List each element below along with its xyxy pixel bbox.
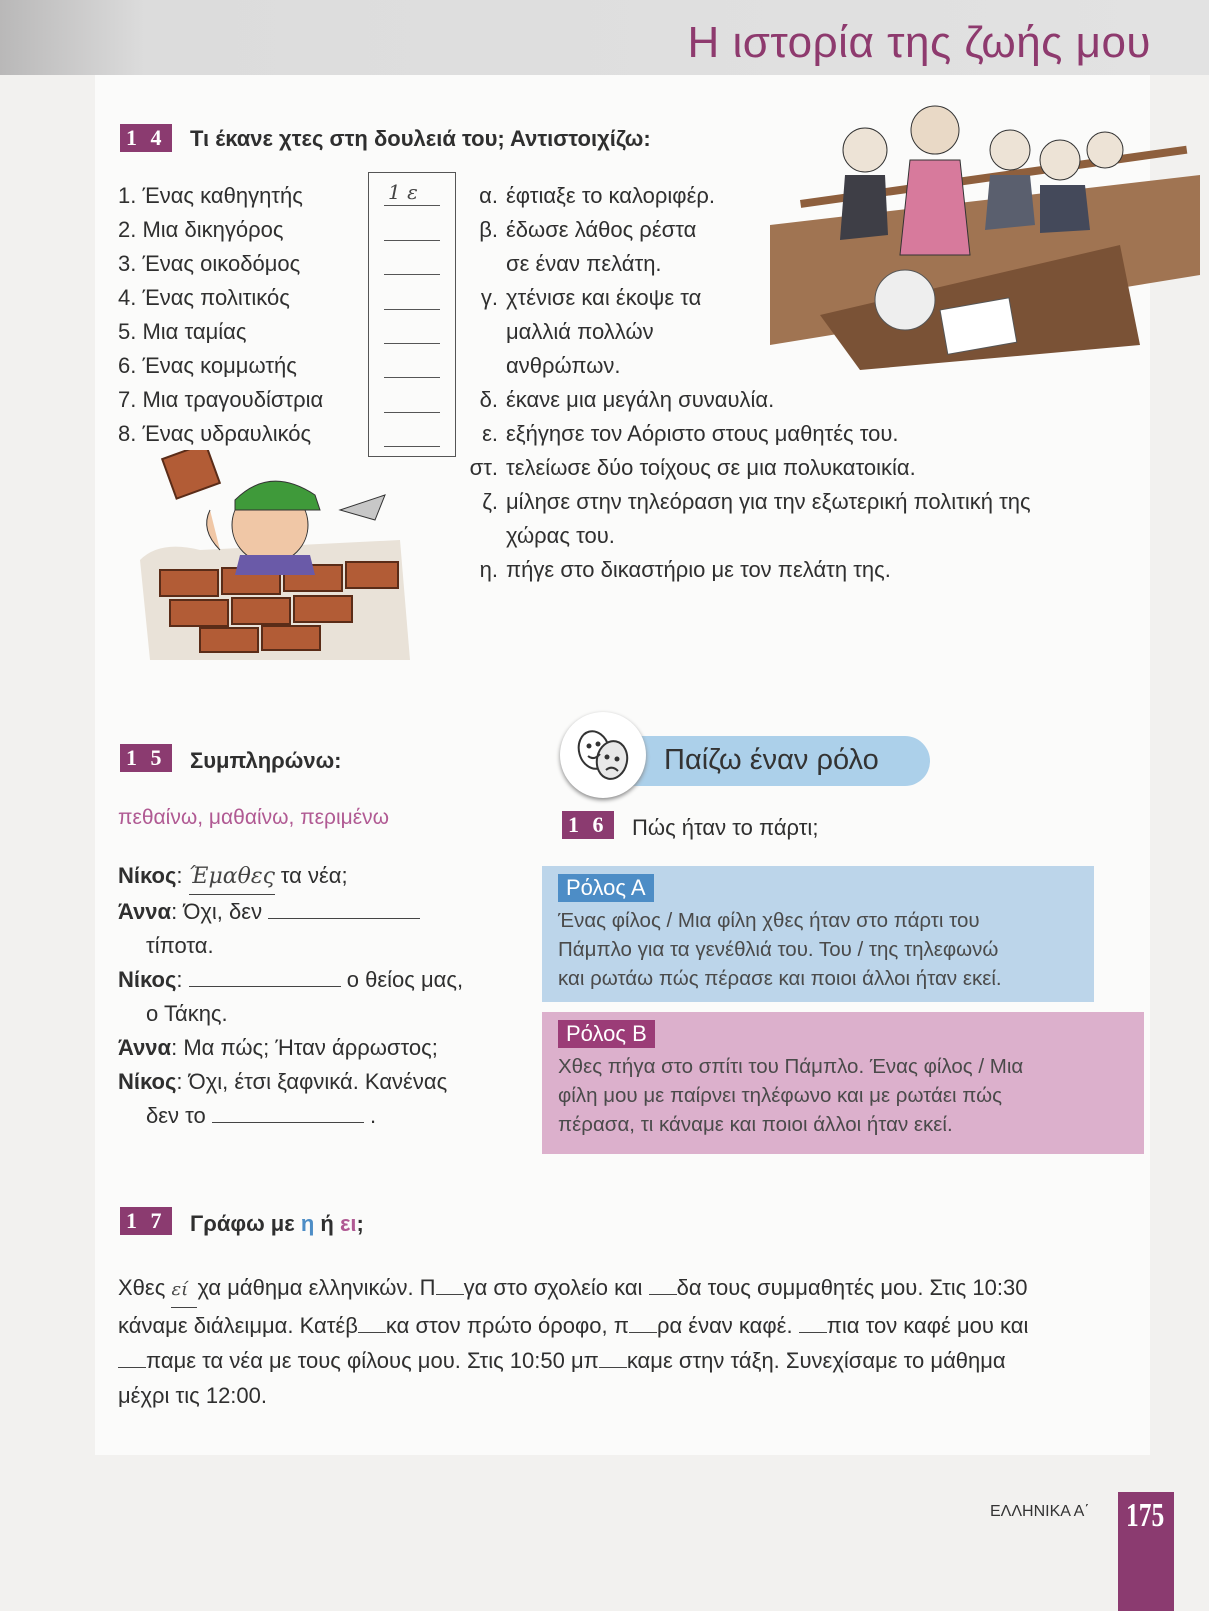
- dialogue-line: Νίκος: Έμαθες τα νέα;: [118, 859, 463, 895]
- courtroom-illustration: [760, 105, 1209, 370]
- exercise-14-badge: 1 4: [120, 124, 172, 152]
- role-b-card: [542, 1012, 1144, 1154]
- role-b-text: Χθες πήγα στο σπίτι του Πάμπλο. Ένας φίλος / Μια φίλη μου με παίρνει τηλέφωνο και με ρωτάει πώς πέρασα, τι κάναμε και ποιοι άλλοι ήταν εκεί.: [558, 1055, 1024, 1136]
- theatre-masks-icon: [560, 712, 646, 798]
- fill-blank[interactable]: [799, 1312, 827, 1333]
- list-item: σε έναν πελάτη.: [506, 251, 662, 276]
- list-item: στ. τελείωσε δύο τοίχους σε μια πολυκατοικία.: [469, 455, 916, 480]
- list-item: χώρας του.: [506, 523, 615, 548]
- exercise-16-badge: 1 6: [562, 811, 614, 839]
- list-item: μαλλιά πολλών: [506, 319, 654, 344]
- dialogue-line: Άννα: Όχι, δεν: [118, 895, 463, 929]
- answer-line[interactable]: [384, 412, 440, 413]
- exercise-15-badge: 1 5: [120, 744, 172, 772]
- dialogue-line: Άννα: Μα πώς; Ήταν άρρωστος;: [118, 1035, 438, 1060]
- people-list: [118, 179, 323, 451]
- fill-blank[interactable]: [629, 1312, 657, 1333]
- fill-blank[interactable]: [189, 964, 341, 987]
- exercise-14-title: Τι έκανε χτες στη δουλειά του; Αντιστοιχίζω:: [190, 126, 651, 151]
- dialogue-line: δεν το .: [118, 1099, 463, 1133]
- list-item: 4. Ένας πολιτικός: [118, 285, 290, 310]
- role-play-title: Παίζω έναν ρόλο: [664, 744, 879, 776]
- ex17-paragraph: [118, 1270, 1128, 1413]
- page-number: 175: [1126, 1497, 1165, 1534]
- fill-blank[interactable]: [649, 1274, 677, 1295]
- paragraph-line: κάναμε διάλειμμα. Κατέβ κα στον πρώτο όροφο, π ρα έναν καφέ. πια τον καφέ μου και: [118, 1313, 1029, 1338]
- list-item: 6. Ένας κομμωτής: [118, 353, 297, 378]
- list-item: 1. Ένας καθηγητής: [118, 183, 303, 208]
- filled-answer: Έμαθες: [189, 860, 275, 895]
- word-bank: πεθαίνω, μαθαίνω, περιμένω: [118, 806, 390, 829]
- list-item: ανθρώπων.: [506, 353, 621, 378]
- filled-answer: εί: [171, 1272, 197, 1308]
- dialogue-line: Νίκος: Όχι, έτσι ξαφνικά. Κανένας: [118, 1069, 448, 1094]
- dialogue-line: τίποτα.: [146, 933, 214, 958]
- answer-line[interactable]: [384, 377, 440, 378]
- fill-blank[interactable]: [268, 896, 420, 919]
- fill-blank[interactable]: [436, 1274, 464, 1295]
- fill-blank[interactable]: [599, 1347, 627, 1368]
- list-item: 5. Μια ταμίας: [118, 319, 247, 344]
- exercise-17-badge: 1 7: [120, 1207, 172, 1235]
- book-title: ΕΛΛΗΝΙΚΑ Α΄: [990, 1503, 1090, 1520]
- list-item: γ. χτένισε και έκοψε τα: [480, 285, 702, 310]
- list-item: η. πήγε στο δικαστήριο με τον πελάτη της.: [479, 557, 891, 582]
- role-a-card: [542, 866, 1094, 1002]
- list-item: ζ. μίλησε στην τηλεόραση για την εξωτερική πολιτική της: [482, 489, 1031, 514]
- answer-line[interactable]: [384, 309, 440, 310]
- list-item: 2. Μια δικηγόρος: [118, 217, 284, 242]
- list-item: 3. Ένας οικοδόμος: [118, 251, 301, 276]
- list-item: 7. Μια τραγουδίστρια: [118, 387, 324, 412]
- paragraph-line: Χθες εί χα μάθημα ελληνικών. Π γα στο σχολείο και δα τους συμμαθητές μου. Στις 10:30: [118, 1270, 1128, 1308]
- answer-line[interactable]: [384, 343, 440, 344]
- fill-blank[interactable]: [358, 1312, 386, 1333]
- list-item: δ. έκανε μια μεγάλη συναυλία.: [479, 387, 775, 412]
- dialogue-line: Νίκος: ο θείος μας,: [118, 963, 463, 997]
- first-answer: 1 ε: [388, 180, 418, 204]
- exercise-17-title: Γράφω με η ή ει;: [190, 1211, 364, 1236]
- list-item: ε. εξήγησε τον Αόριστο στους μαθητές του.: [482, 421, 899, 446]
- list-item: 8. Ένας υδραυλικός: [118, 421, 312, 446]
- role-a-label: Ρόλος Α: [558, 874, 654, 902]
- paragraph-line: παμε τα νέα με τους φίλους μου. Στις 10:50 μπ καμε στην τάξη. Συνεχίσαμε το μάθημα: [118, 1343, 1128, 1378]
- paragraph-line: μέχρι τις 12:00.: [118, 1383, 268, 1408]
- list-item: α. έφτιαξε το καλοριφέρ.: [479, 183, 716, 208]
- answer-line[interactable]: [384, 446, 440, 447]
- exercise-16-title: Πώς ήταν το πάρτι;: [632, 815, 819, 840]
- answer-line[interactable]: [384, 240, 440, 241]
- answer-line[interactable]: [384, 274, 440, 275]
- answer-box: [368, 172, 456, 457]
- role-b-label: Ρόλος Β: [558, 1020, 655, 1048]
- dialogue-line: ο Τάκης.: [146, 1001, 228, 1026]
- exercise-15-title: Συμπληρώνω:: [190, 748, 342, 773]
- dialogue: [118, 859, 463, 1133]
- list-item: β. έδωσε λάθος ρέστα: [479, 217, 697, 242]
- fill-blank[interactable]: [118, 1347, 146, 1368]
- answer-line[interactable]: [384, 205, 440, 206]
- page-title: Η ιστορία της ζωής μου: [687, 18, 1151, 67]
- role-a-text: Ένας φίλος / Μια φίλη χθες ήταν στο πάρτι του Πάμπλο για τα γενέθλιά του. Του / της τηλεφωνώ και ρωτάω πώς πέρασε και ποιοι άλλοι ήταν εκεί.: [558, 909, 1002, 990]
- theatre-masks-badge: [560, 712, 646, 798]
- fill-blank[interactable]: [212, 1100, 364, 1123]
- builder-illustration: [140, 450, 415, 665]
